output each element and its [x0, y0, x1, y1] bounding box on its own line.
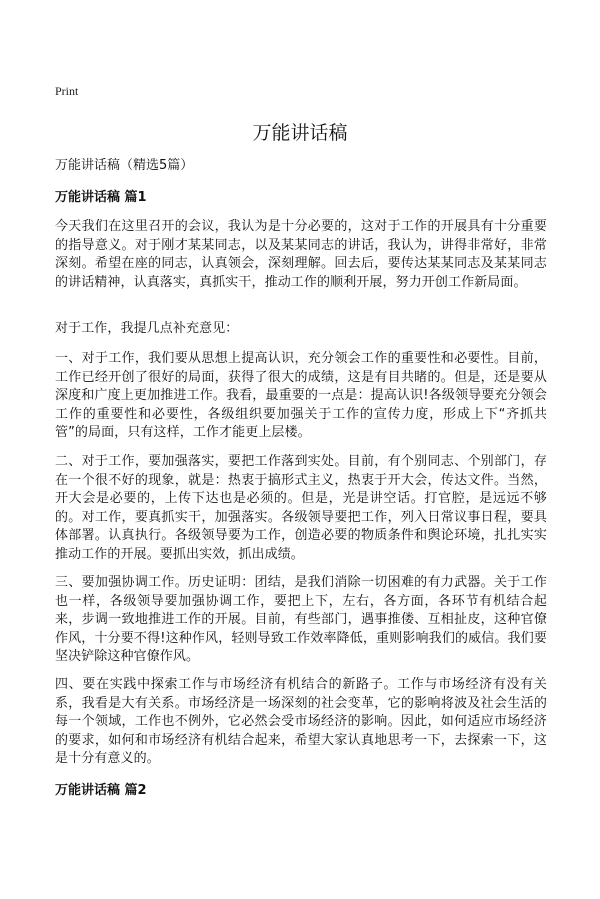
document-subtitle: 万能讲话稿（精选5篇） [55, 158, 194, 173]
paragraph-supplement-lead: 对于工作，我提几点补充意见： [55, 321, 239, 336]
paragraph-point-1: 一、对于工作，我们要从思想上提高认识，充分领会工作的重要性和必要性。目前，工作已经开创了很好的局面，获得了很大的成绩，这是有目共睹的。但是，还是要从深度和广度上更加推进工作。我看，最重要的一点是：提高认识!各级领导要充分领会工作的重要性和必要性，各级组织要加强关于工作的宣传力度，形成上下“齐抓共管”的局面，只有这样，工作才能更上层楼。 [55, 351, 547, 440]
section-heading-1: 万能讲话稿 篇1 [55, 190, 147, 205]
section-heading-2: 万能讲话稿 篇2 [55, 783, 147, 798]
paragraph-point-3: 三、要加强协调工作。历史证明：团结，是我们消除一切困难的有力武器。关于工作也一样，各级领导要加强协调工作，要把上下，左右，各方面，各环节有机结合起来，步调一致地推进工作的开展。目前，有些部门，遇事推偻、互相扯皮，这种官僚作风，十分要不得!这种作风，轻则导致工作效率降低，重则影响我们的威信。我们要坚决铲除这种官僚作风。 [55, 575, 547, 664]
paragraph-intro: 今天我们在这里召开的会议，我认为是十分必要的，这对于工作的开展具有十分重要的指导意义。对于刚才某某同志，以及某某同志的讲话，我认为，讲得非常好，非常深刻。希望在座的同志，认真领会，深刻理解。回去后，要传达某某同志及某某同志的讲话精神，认真落实，真抓实干，推动工作的顺利开展，努力开创工作新局面。 [55, 219, 547, 290]
print-label: Print [55, 84, 79, 98]
page-title: 万能讲话稿 [252, 122, 348, 144]
paragraph-point-4: 四、要在实践中探索工作与市场经济有机结合的新路子。工作与市场经济有没有关系，我看是大有关系。市场经济是一场深刻的社会变革，它的影响将波及社会生活的每一个领域，工作也不例外，它必然会受市场经济的影响。因此，如何适应市场经济的要求，如何和市场经济有机结合起来，希望大家认真地思考一下，去探索一下，这是十分有意义的。 [55, 677, 547, 766]
paragraph-point-2: 二、对于工作，要加强落实，要把工作落到实处。目前，有个别同志、个别部门，存在一个很不好的现象，就是：热衷于搞形式主义，热衷于开大会，传达文件。当然，开大会是必要的，上传下达也是必须的。但是，光是讲空话。打官腔，是远远不够的。对工作，要真抓实干，加强落实。各级领导要把工作，列入日常议事日程，要具体部署。认真执行。各级领导要为工作，创造必要的物质条件和舆论环境，扎扎实实推动工作的开展。要抓出实效，抓出成绩。 [55, 454, 547, 562]
